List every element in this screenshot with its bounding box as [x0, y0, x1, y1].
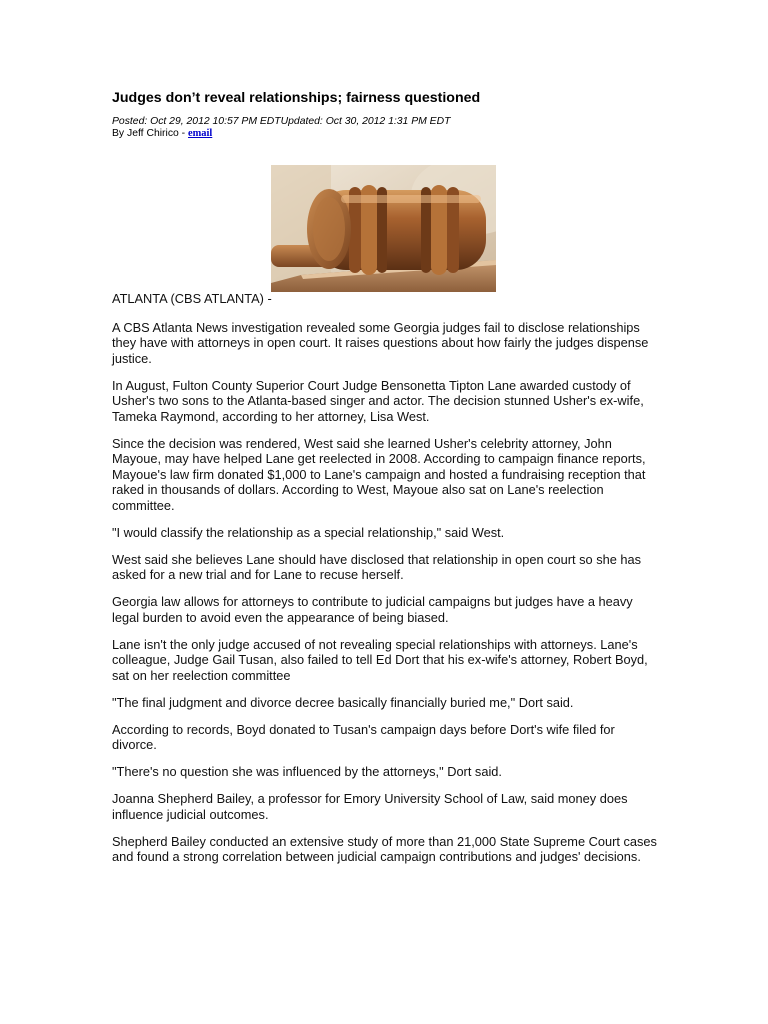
- paragraph: "I would classify the relationship as a special relationship," said West.: [112, 524, 505, 540]
- gavel-photo: [271, 165, 496, 292]
- paragraph: Shepherd Bailey conducted an extensive study of more than 21,000 State Supreme Court cases and found a strong correlation between judicial campaign contributions and judges' decisions.: [112, 833, 657, 864]
- post-dates: Posted: Oct 29, 2012 10:57 PM EDTUpdated: Oct 30, 2012 1:31 PM EDT: [112, 116, 451, 127]
- byline: [112, 128, 657, 140]
- paragraph: "There's no question she was influenced by the attorneys," Dort said.: [112, 764, 502, 779]
- paragraph: Georgia law allows for attorneys to contribute to judicial campaigns but judges have a heavy legal burden to avoid even the appearance of being biased.: [112, 594, 633, 625]
- paragraph: Joanna Shepherd Bailey, a professor for Emory University School of Law, said money does influence judicial outcomes.: [112, 791, 628, 822]
- article-headline: Judges don’t reveal relationships; fairness questioned: [112, 90, 481, 106]
- dateline: ATLANTA (CBS ATLANTA) -: [112, 291, 272, 306]
- paragraph: According to records, Boyd donated to Tusan's campaign days before Dort's wife filed for divorce.: [112, 721, 615, 752]
- paragraph: Since the decision was rendered, West said she learned Usher's celebrity attorney, John Mayoue, may have helped Lane get reelected in 2008. According to campaign finance reports, Mayoue's law firm donated $1,000 to Lane's campaign and hosted a fundraising reception that raked in thousands of dollars. According to West, Mayoue also sat on Lane's reelection committee.: [112, 435, 646, 513]
- byline-author: By Jeff Chirico -: [112, 128, 189, 139]
- article-meta: [112, 116, 657, 128]
- paragraph: West said she believes Lane should have disclosed that relationship in open court so she has asked for a new trial and for Lane to recuse herself.: [112, 551, 642, 582]
- paragraph: "The final judgment and divorce decree basically financially buried me," Dort said.: [112, 694, 574, 710]
- article: [112, 88, 657, 864]
- paragraph: Lane isn't the only judge accused of not revealing special relationships with attorneys. Lane's colleague, Judge Gail Tusan, also failed to tell Ed Dort that his ex-wife's attorney, Robert Boyd, sat on her reelection committee: [112, 636, 648, 683]
- email-link[interactable]: email: [188, 128, 213, 139]
- paragraph: A CBS Atlanta News investigation revealed some Georgia judges fail to disclose relationships they have with attorneys in open court. It raises questions about how fairly the judges dispense justice.: [112, 319, 649, 366]
- article-body: [112, 291, 657, 876]
- paragraph: In August, Fulton County Superior Court Judge Bensonetta Tipton Lane awarded custody of Usher's two sons to the Atlanta-based singer and actor. The decision stunned Usher's ex-wife, Tameka Raymond, according to her attorney, Lisa West.: [112, 377, 644, 424]
